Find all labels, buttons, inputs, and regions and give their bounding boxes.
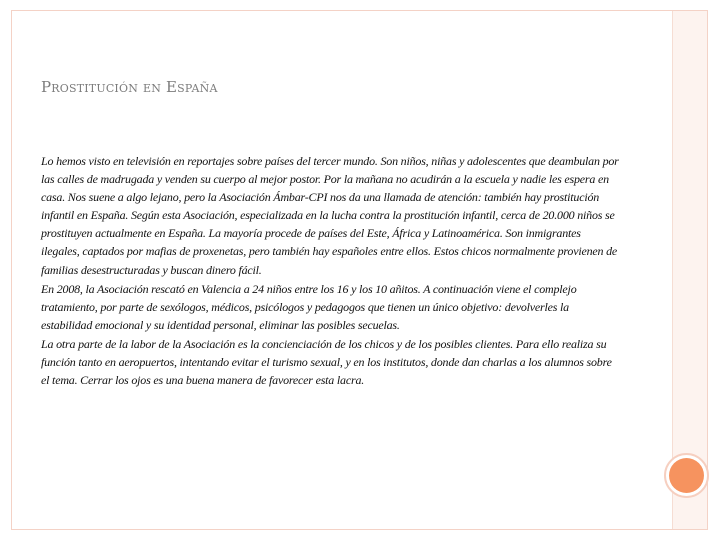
decorative-orange-circle <box>669 458 704 493</box>
slide-body <box>41 152 619 390</box>
slide-title: Prostitución en España <box>41 78 218 96</box>
body-paragraph-2: En 2008, la Asociación rescató en Valencia a 24 niños entre los 16 y los 10 añitos. A continuación viene el complejo tratamiento, por parte de sexólogos, médicos, psicólogos y pedagogos que tienen un único objetivo: devolverles la estabilidad emocional y su identidad personal, eliminar las posibles secuelas. <box>41 281 577 332</box>
body-paragraph-1: Lo hemos visto en televisión en reportajes sobre países del tercer mundo. Son niños, niñas y adolescentes que deambulan por las calles de madrugada y venden su cuerpo al mejor postor. Por la mañana no acudirán a la escuela y nadie les espera en casa. Nos suene a algo lejano, pero la Asociación Ámbar-CPI nos da una llamada de atención: también hay prostitución infantil en España. Según esta Asociación, especializada en la lucha contra la prostitución infantil, cerca de 20.000 niños se prostituyen actualmente en España. La mayoría procede de países del Este, África y Latinoamérica. Son inmigrantes ilegales, captados por mafias de proxenetas, pero también hay españoles entre ellos. Estos chicos normalmente provienen de familias desestructuradas y buscan dinero fácil. <box>41 154 619 277</box>
body-paragraph-3: La otra parte de la labor de la Asociación es la concienciación de los chicos y de los posibles clientes. Para ello realiza su función tanto en aeropuertos, intentando evitar el turismo sexual, y en los institutos, donde dan charlas a los alumnos sobre el tema. Cerrar los ojos es una buena manera de favorecer esta lacra. <box>41 336 612 388</box>
decorative-side-band <box>672 11 707 529</box>
